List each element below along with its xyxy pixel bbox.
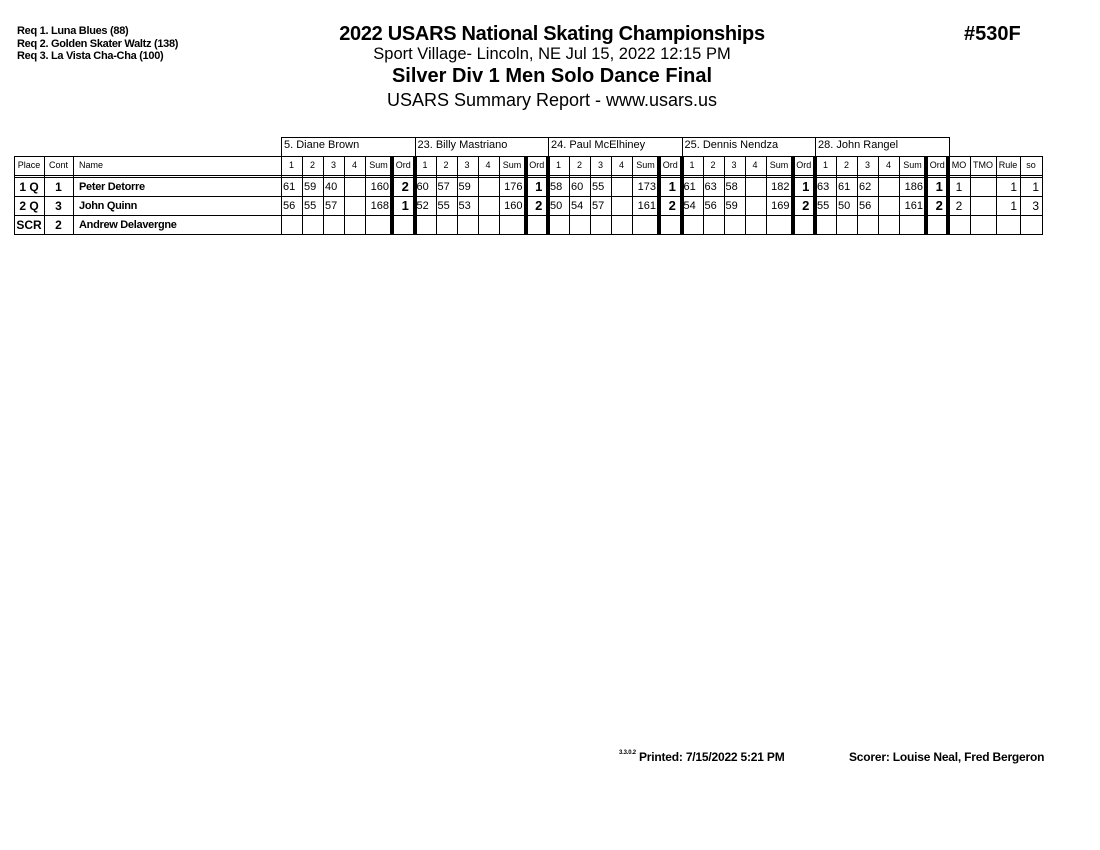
score-j2-3: 59 [458,181,471,193]
score-j2-sum [499,216,526,235]
grid-line [281,156,282,235]
score-j5-1 [815,216,836,235]
column-header-j2-ord: Ord [529,160,545,170]
column-header-mo: MO [951,160,967,170]
grid-line [791,156,795,235]
score-j4-sum: 169 [771,200,790,212]
place-value: 2 Q [19,199,39,213]
grid-line [499,156,500,235]
requirement-1: Req 1. Luna Blues (88) [17,25,129,37]
score-j5-2: 61 [838,181,851,193]
column-header-j4-1: 1 [689,160,695,170]
grid-line [436,156,437,235]
report-name: USARS Summary Report - www.usars.us [386,90,718,110]
score-j1-3: 40 [325,181,338,193]
printed-timestamp: Printed: 7/15/2022 5:21 PM [638,750,785,764]
event-name: Silver Div 1 Men Solo Dance Final [391,65,713,87]
column-header-j3-sum: Sum [636,160,655,170]
score-j4-2 [703,216,724,235]
column-header-j2-2: 2 [443,160,449,170]
contestant-number: 1 [55,180,62,194]
column-header-j5-2: 2 [843,160,849,170]
grid-line [415,137,416,156]
column-header-j5-3: 3 [864,160,870,170]
score-j2-2: 57 [437,181,450,193]
grid-line [302,156,303,235]
score-j3-3: 57 [592,200,605,212]
grid-line [949,137,950,156]
grid-line [548,137,549,156]
column-header-rule: Rule [998,160,1018,170]
column-header-j3-3: 3 [597,160,603,170]
score-j1-1 [281,216,302,235]
grid-line [14,196,1043,197]
score-j1-2 [302,216,323,235]
score-j4-2: 56 [704,200,717,212]
column-header-j3-4: 4 [618,160,624,170]
column-header-j1-2: 2 [309,160,315,170]
score-j1-sum [365,216,392,235]
grid-line [413,156,417,235]
score-j2-2: 55 [437,200,450,212]
grid-line [632,156,633,235]
score-j1-2: 55 [304,200,317,212]
judge-name-1: 5. Diane Brown [284,139,360,151]
grid-line [14,156,1043,157]
score-j3-4 [611,216,632,235]
grid-line [14,215,1043,216]
score-j5-sum: 186 [904,181,923,193]
score-j1-3: 57 [325,200,338,212]
grid-line [73,156,74,235]
judge-name-4: 25. Dennis Nendza [684,139,779,151]
column-header-j4-ord: Ord [796,160,812,170]
grid-line [14,177,1043,178]
score-j4-4 [745,178,766,197]
grid-line [996,156,997,235]
score-j3-3: 55 [592,181,605,193]
score-j3-ord: 2 [668,198,676,213]
score-j1-1: 61 [283,181,296,193]
grid-line [745,156,746,235]
column-header-j4-2: 2 [710,160,716,170]
column-header-so: so [1026,160,1036,170]
score-j5-4 [878,216,899,235]
column-header-j1-sum: Sum [369,160,388,170]
score-j4-2: 63 [704,181,717,193]
column-header-j2-1: 1 [422,160,428,170]
score-j2-ord [526,216,549,235]
score-j5-3 [857,216,878,235]
printed-info [619,750,785,764]
extra-rule: 1 [1010,199,1017,213]
score-j3-1 [548,216,569,235]
extra-so: 3 [1032,199,1039,213]
column-header-tmo: TMO [973,160,993,170]
grid-line [813,156,817,235]
score-j1-4 [344,197,365,216]
grid-line [546,156,550,235]
grid-line [766,156,767,235]
grid-line [703,156,704,235]
column-header-place: Place [17,160,41,170]
grid-line [14,156,15,235]
place-value: SCR [16,218,42,232]
extra-so: 1 [1032,180,1039,194]
score-j3-1: 58 [550,181,563,193]
grid-line [970,156,971,235]
grid-line [390,156,394,235]
score-j2-1 [415,216,436,235]
score-j2-1: 60 [416,181,429,193]
column-header-j1-ord: Ord [395,160,411,170]
score-j4-ord [793,216,816,235]
column-header-j4-sum: Sum [769,160,789,170]
grid-line [590,156,591,235]
score-j5-1: 63 [817,181,830,193]
score-j1-sum: 168 [370,200,389,212]
column-header-j5-sum: Sum [903,160,922,170]
score-j4-1: 61 [683,181,696,193]
column-header-j2-sum: Sum [502,160,522,170]
extra-tmo [970,178,996,197]
score-j2-4 [478,178,499,197]
score-j1-sum: 160 [370,181,389,193]
grid-line [657,156,661,235]
score-j3-4 [611,178,632,197]
score-j1-ord: 2 [401,179,409,194]
grid-line [524,156,528,235]
score-j3-2 [569,216,590,235]
column-header-name: Name [79,160,104,170]
score-j1-3 [323,216,344,235]
grid-line [365,156,366,235]
place-value: 1 Q [19,180,39,194]
grid-line [323,156,324,235]
score-j4-1: 54 [683,200,696,212]
score-j5-2 [836,216,857,235]
score-j2-1: 52 [416,200,429,212]
score-j1-ord [392,216,415,235]
score-j1-4 [344,178,365,197]
skater-name: Peter Detorre [79,181,145,193]
score-j4-3: 59 [725,200,738,212]
score-j3-1: 50 [550,200,563,212]
score-j2-ord: 1 [535,179,543,194]
score-j2-4 [478,197,499,216]
score-j3-3 [590,216,611,235]
grid-line [899,156,900,235]
grid-line [682,137,683,156]
extra-so [1020,216,1042,235]
event-number: #530F [964,23,1021,45]
score-j5-ord: 2 [935,198,943,213]
grid-line [281,137,282,156]
score-j1-1: 56 [283,200,296,212]
skater-name: Andrew Delavergne [79,219,177,231]
venue-date: Sport Village- Lincoln, NE Jul 15, 2022 12:15 PM [373,45,731,63]
judge-name-5: 28. John Rangel [818,139,899,151]
extra-rule: 1 [1010,180,1017,194]
grid-line [611,156,612,235]
contestant-number: 3 [55,199,62,213]
score-j5-sum [899,216,926,235]
contestant-number: 2 [55,218,62,232]
extra-mo: 2 [955,199,963,213]
score-j4-4 [745,216,766,235]
requirement-3: Req 3. La Vista Cha-Cha (100) [17,50,164,62]
score-j2-3 [457,216,478,235]
score-j1-ord: 1 [401,198,409,213]
score-j1-4 [344,216,365,235]
grid-line [14,234,1043,235]
score-j5-2: 50 [838,200,851,212]
column-header-j4-3: 3 [731,160,737,170]
column-header-j5-1: 1 [822,160,828,170]
score-j4-sum [766,216,793,235]
version-label: 3.3.0.2 [619,750,636,756]
score-j5-ord: 1 [935,179,943,194]
grid-line [569,156,570,235]
score-j3-2: 54 [571,200,584,212]
score-j4-3 [724,216,745,235]
requirement-2: Req 2. Golden Skater Waltz (138) [17,37,179,50]
score-j3-ord [659,216,682,235]
score-j2-4 [478,216,499,235]
score-j2-sum: 160 [504,200,523,212]
score-j5-4 [878,178,899,197]
competition-title: 2022 USARS National Skating Championships [339,23,765,45]
score-j3-4 [611,197,632,216]
column-header-j3-1: 1 [555,160,561,170]
column-header-j5-ord: Ord [929,160,945,170]
extra-tmo [970,216,996,235]
score-j4-4 [745,197,766,216]
score-j5-sum: 161 [904,200,923,212]
column-header-j2-4: 4 [485,160,491,170]
score-j5-3: 56 [859,200,872,212]
grid-line [1042,156,1043,235]
score-j3-2: 60 [571,181,584,193]
column-header-cont: Cont [48,160,68,170]
score-j2-ord: 2 [535,198,543,213]
column-header-j4-4: 4 [752,160,758,170]
score-j4-1 [682,216,703,235]
extra-rule [996,216,1020,235]
score-j2-3: 53 [458,200,471,212]
grid-line [836,156,837,235]
grid-line [457,156,458,235]
grid-line [815,137,816,156]
scorer-info: Scorer: Louise Neal, Fred Bergeron [849,750,1045,764]
extra-tmo [970,197,996,216]
grid-line [14,175,1043,176]
column-header-j3-ord: Ord [662,160,678,170]
extra-mo [948,216,970,235]
column-header-j1-3: 3 [330,160,336,170]
score-j4-sum: 182 [771,181,790,193]
column-header-j5-4: 4 [885,160,891,170]
grid-line [878,156,879,235]
judge-name-3: 24. Paul McElhiney [551,139,646,151]
grid-line [44,156,45,235]
grid-line [1020,156,1021,235]
score-j3-sum [632,216,659,235]
score-j2-2 [436,216,457,235]
score-j4-3: 58 [725,181,738,193]
column-header-j1-1: 1 [288,160,294,170]
grid-line [478,156,479,235]
grid-line [724,156,725,235]
column-header-j2-3: 3 [464,160,470,170]
score-j5-3: 62 [859,181,872,193]
grid-line [680,156,684,235]
grid-line [857,156,858,235]
score-j4-ord: 1 [802,179,810,194]
grid-line [281,137,949,138]
score-j5-4 [878,197,899,216]
score-j3-sum: 173 [637,181,656,193]
score-j5-1: 55 [817,200,830,212]
skater-name: John Quinn [79,200,138,212]
grid-line [946,156,950,235]
score-j4-ord: 2 [802,198,810,213]
score-j1-2: 59 [304,181,317,193]
score-j3-sum: 161 [637,200,656,212]
grid-line [344,156,345,235]
score-j2-sum: 176 [504,181,523,193]
judge-name-2: 23. Billy Mastriano [417,139,508,151]
column-header-j3-2: 2 [576,160,582,170]
grid-line [924,156,928,235]
extra-mo: 1 [955,180,963,194]
score-j3-ord: 1 [668,179,676,194]
column-header-j1-4: 4 [351,160,357,170]
